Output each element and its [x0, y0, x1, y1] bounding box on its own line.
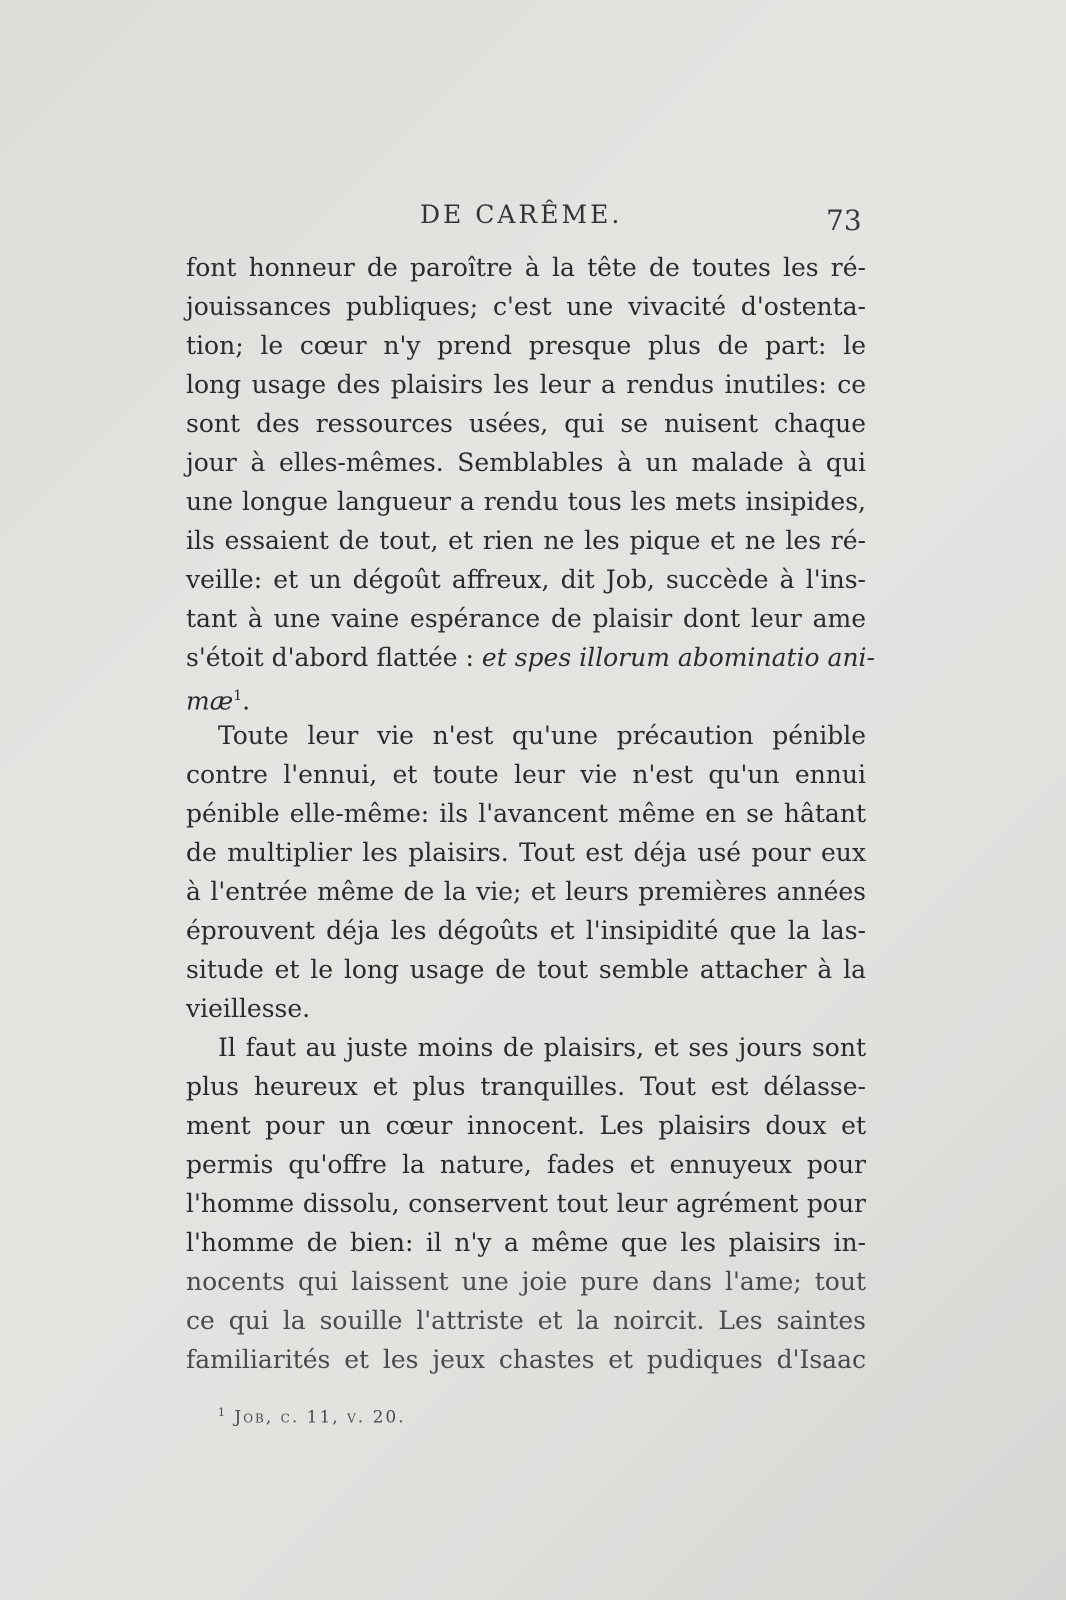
text-line: plus heureux et plus tranquilles. Tout est délasse-: [186, 1072, 866, 1101]
text-line: ment pour un cœur innocent. Les plaisirs doux et: [186, 1111, 866, 1140]
text-line: ils essaient de tout, et rien ne les pique et ne les ré-: [186, 526, 866, 555]
text-line: jouissances publiques; c'est une vivacité d'ostenta-: [186, 292, 866, 321]
footnote-text: Job, c. 11, v. 20.: [234, 1407, 406, 1428]
footnote: [218, 1406, 406, 1428]
text-line: vieillesse.: [186, 994, 311, 1023]
line-prefix: s'étoit d'abord flattée :: [186, 643, 482, 672]
text-line: permis qu'offre la nature, fades et ennuyeux pour: [186, 1150, 866, 1179]
text-line: font honneur de paroître à la tête de toutes les ré-: [186, 253, 866, 282]
body-text: [186, 248, 875, 1379]
text-line: contre l'ennui, et toute leur vie n'est qu'un ennui: [186, 760, 866, 789]
text-line: l'homme de bien: il n'y a même que les plaisirs in-: [186, 1228, 866, 1257]
text-line: à l'entrée même de la vie; et leurs premières années: [186, 877, 866, 906]
text-line: une longue langueur a rendu tous les mets insipides,: [186, 487, 866, 516]
text-line: de multiplier les plaisirs. Tout est déja usé pour eux: [186, 838, 866, 867]
page-number: 73: [826, 204, 862, 237]
text-line: jour à elles-mêmes. Semblables à un malade à qui: [186, 448, 866, 477]
text-line: l'homme dissolu, conservent tout leur agrément pour: [186, 1189, 866, 1218]
page-header: [0, 200, 1066, 244]
text-line: [186, 638, 875, 677]
line-end: .: [242, 686, 251, 716]
latin-quote: et spes illorum abominatio ani-: [481, 643, 875, 672]
text-line: situde et le long usage de tout semble attacher à la: [186, 955, 866, 984]
text-line: nocents qui laissent une joie pure dans l'ame; tout: [186, 1267, 866, 1296]
text-line: pénible elle-même: ils l'avancent même en se hâtant: [186, 799, 866, 828]
text-line: veille: et un dégoût affreux, dit Job, succède à l'ins-: [186, 565, 866, 594]
footnote-mark: 1: [218, 1406, 227, 1419]
running-title: DE CARÊME.: [420, 200, 623, 229]
text-line: Toute leur vie n'est qu'une précaution pénible: [218, 721, 866, 750]
text-line: sont des ressources usées, qui se nuisent chaque: [186, 409, 866, 438]
text-line: tant à une vaine espérance de plaisir dont leur ame: [186, 604, 866, 633]
text-line: tion; le cœur n'y prend presque plus de part: le: [186, 331, 866, 360]
text-line: familiarités et les jeux chastes et pudiques d'Isaac: [186, 1345, 866, 1374]
text-line: long usage des plaisirs les leur a rendus inutiles: ce: [186, 370, 866, 399]
text-line: Il faut au juste moins de plaisirs, et ses jours sont: [218, 1033, 866, 1062]
text-line: ce qui la souille l'attriste et la noircit. Les saintes: [186, 1306, 866, 1335]
latin-quote-end: mæ: [186, 686, 234, 716]
footnote-marker: 1: [233, 688, 243, 704]
text-line: éprouvent déja les dégoûts et l'insipidité que la las-: [186, 916, 866, 945]
text-line: [186, 677, 866, 716]
